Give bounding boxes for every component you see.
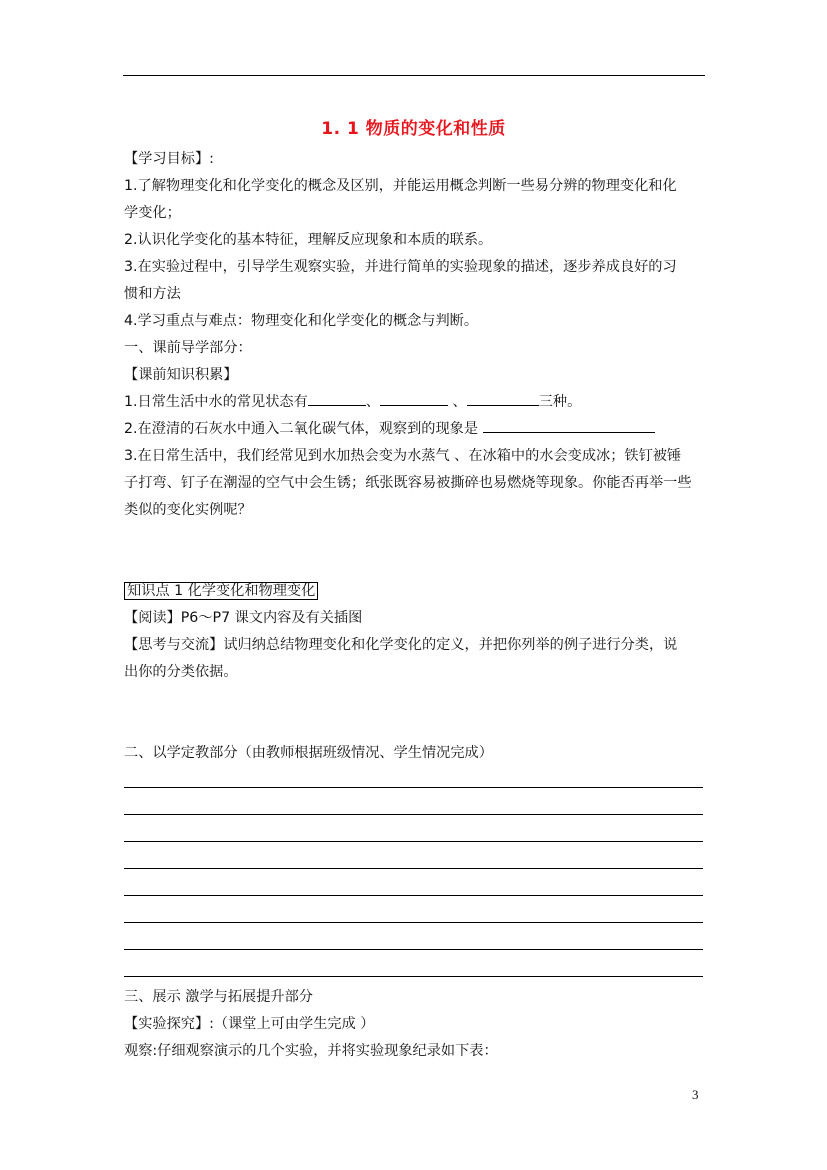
objective-3-line-1: 3.在实验过程中，引导学生观察实验，并进行简单的实验现象的描述，逐步养成良好的习 <box>124 259 677 275</box>
objective-2: 2.认识化学变化的基本特征，理解反应现象和本质的联系。 <box>124 232 493 248</box>
objective-4: 4.学习重点与难点：物理变化和化学变化的概念与判断。 <box>124 313 479 329</box>
reading-line: 【阅读】P6～P7 课文内容及有关插图 <box>124 610 363 626</box>
page-title: 1. 1 物质的变化和性质 <box>321 119 506 139</box>
answer-blank-3[interactable] <box>467 392 539 406</box>
answer-blank-4[interactable] <box>483 419 655 433</box>
question-1-sep-2: 、 <box>448 394 467 410</box>
answer-blank-1[interactable] <box>308 392 366 406</box>
section2-heading: 二、以学定教部分（由教师根据班级情况、学生情况完成） <box>124 745 493 761</box>
accumulation-heading: 【课前知识积累】 <box>124 367 238 383</box>
header-rule <box>123 75 705 76</box>
think-line-2: 出你的分类依据。 <box>124 664 238 680</box>
observe-line: 观察:仔细观察演示的几个实验，并将实验现象纪录如下表： <box>124 1043 498 1059</box>
objective-1-line-1: 1.了解物理变化和化学变化的概念及区别，并能运用概念判断一些易分辨的物理变化和化 <box>124 178 677 194</box>
question-1-text: 1.日常生活中水的常见状态有 <box>124 394 308 410</box>
question-3-line-3: 类似的变化实例呢？ <box>124 502 252 518</box>
answer-blank-2[interactable] <box>380 392 448 406</box>
question-3-line-2: 子打弯、钉子在潮湿的空气中会生锈；纸张既容易被撕碎也易燃烧等现象。你能否再举一些 <box>124 475 692 491</box>
section3-heading: 三、展示 激学与拓展提升部分 <box>124 989 313 1005</box>
writing-line-7[interactable] <box>124 949 703 950</box>
writing-line-6[interactable] <box>124 922 703 923</box>
question-1 <box>124 392 581 412</box>
objective-1-line-2: 学变化； <box>124 205 181 221</box>
question-1-sep-1: 、 <box>365 394 380 410</box>
question-2-text: 2.在澄清的石灰水中通入二氧化碳气体，观察到的现象是 <box>124 421 483 437</box>
objective-3-line-2: 惯和方法 <box>124 286 181 302</box>
writing-line-1[interactable] <box>124 787 703 788</box>
page-number: 3 <box>692 1087 699 1102</box>
writing-line-4[interactable] <box>124 868 703 869</box>
writing-line-8[interactable] <box>124 976 703 977</box>
knowledge-point-box: 知识点 1 化学变化和物理变化 <box>124 582 318 600</box>
think-line-1: 【思考与交流】试归纳总结物理变化和化学变化的定义，并把你列举的例子进行分类，说 <box>124 637 678 653</box>
writing-line-5[interactable] <box>124 895 703 896</box>
section1-heading: 一、课前导学部分： <box>124 340 252 356</box>
writing-line-2[interactable] <box>124 814 703 815</box>
question-2 <box>124 419 655 439</box>
knowledge-point <box>124 581 318 601</box>
objectives-heading: 【学习目标】: <box>124 151 214 167</box>
writing-line-3[interactable] <box>124 841 703 842</box>
question-3-line-1: 3.在日常生活中，我们经常见到水加热会变为水蒸气 、在冰箱中的水会变成冰；铁钉被锤 <box>124 448 682 464</box>
experiment-line: 【实验探究】:（课堂上可由学生完成 ） <box>124 1016 375 1032</box>
question-1-end: 三种。 <box>538 394 582 410</box>
